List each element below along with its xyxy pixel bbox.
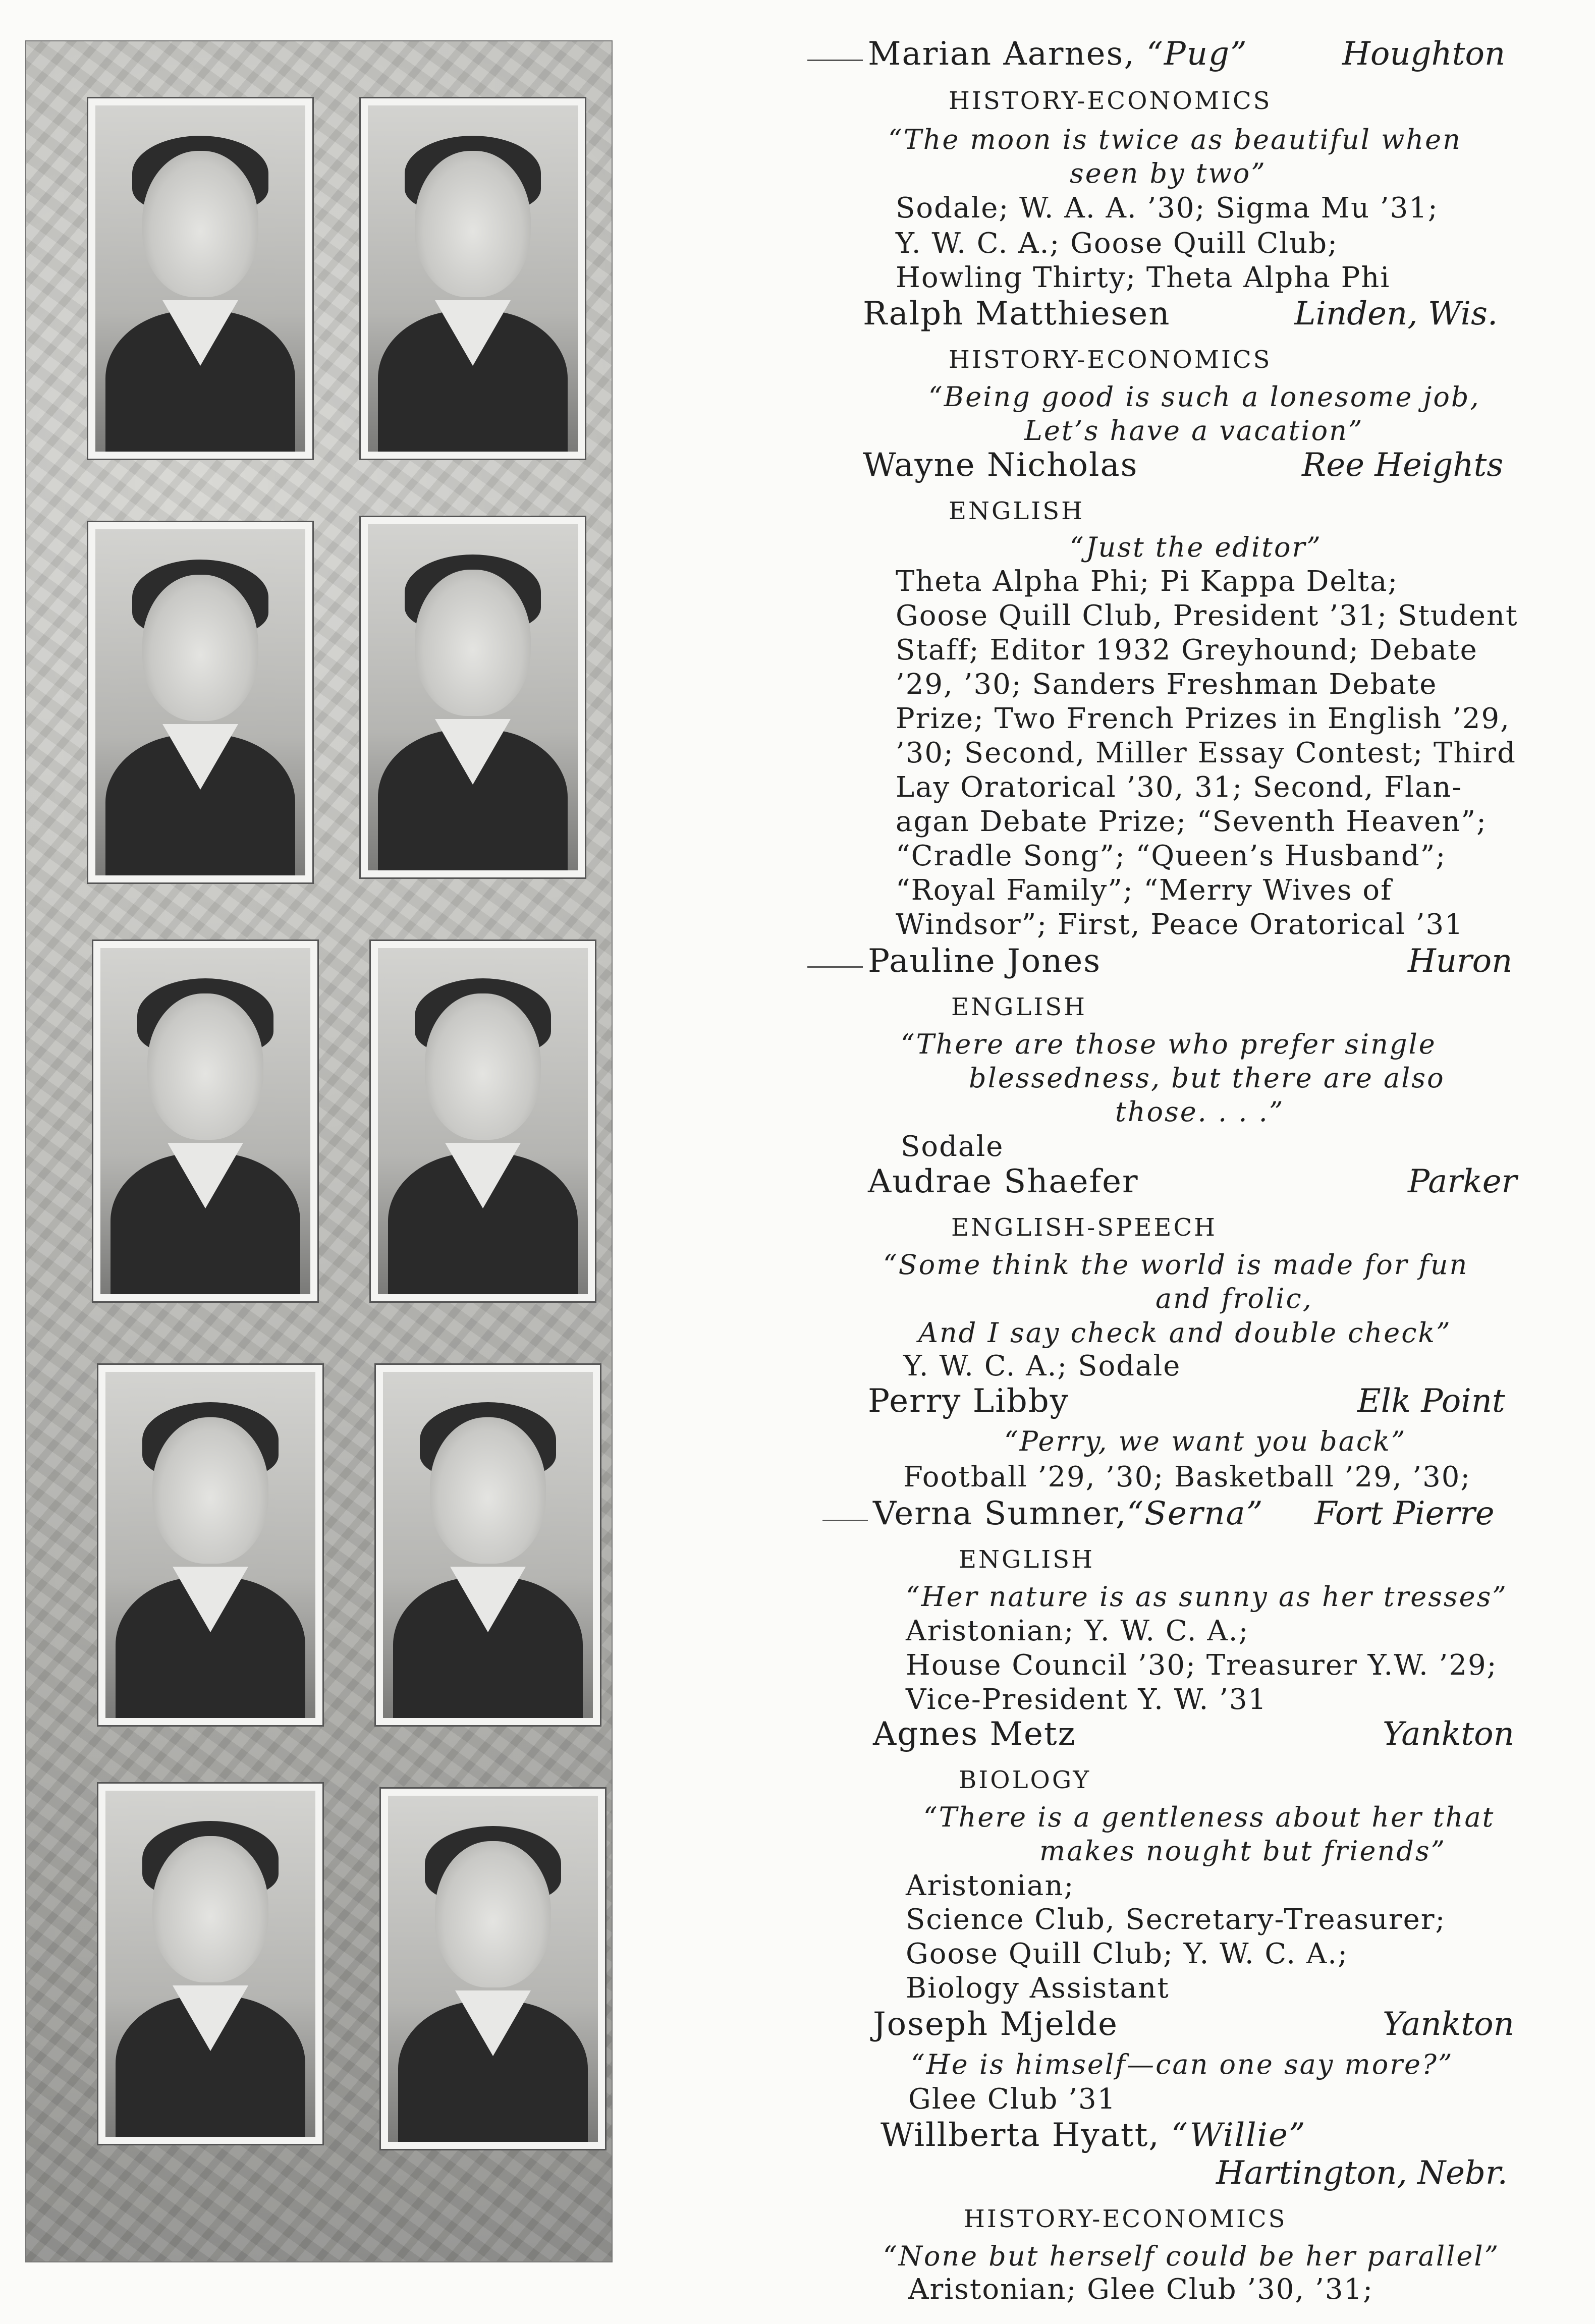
student-hometown: Hartington, Nebr.	[1216, 2154, 1508, 2192]
portrait-photo	[374, 1363, 601, 1727]
student-activities: Prize; Two French Prizes in English ’29,	[896, 702, 1510, 735]
student-activities: Howling Thirty; Theta Alpha Phi	[896, 261, 1391, 294]
student-quote: seen by two”	[1070, 157, 1267, 189]
portrait-photo	[97, 1363, 324, 1727]
student-quote: “The moon is twice as beautiful when	[888, 124, 1462, 155]
student-activities: ’29, ’30; Sanders Freshman Debate	[896, 668, 1438, 701]
photo-strip	[25, 40, 613, 2262]
student-name: Marian Aarnes, “Pug”	[868, 35, 1248, 73]
student-major: ENGLISH	[959, 1545, 1094, 1574]
student-activities: agan Debate Prize; “Seventh Heaven”;	[896, 805, 1487, 838]
student-quote: “Some think the world is made for fun	[883, 1249, 1469, 1281]
student-major: ENGLISH	[951, 993, 1087, 1021]
student-activities: Aristonian; Y. W. C. A.;	[906, 1615, 1249, 1647]
student-name: Perry Libby	[868, 1382, 1069, 1420]
student-hometown: Linden, Wis.	[1294, 295, 1498, 333]
student-quote: “Just the editor”	[1070, 531, 1322, 563]
student-activities: Goose Quill Club; Y. W. C. A.;	[906, 1938, 1348, 1970]
student-activities: “Royal Family”; “Merry Wives of	[896, 874, 1392, 907]
portrait-photo	[92, 939, 319, 1303]
student-hometown: Elk Point	[1357, 1382, 1505, 1420]
student-major: ENGLISH-SPEECH	[951, 1213, 1218, 1242]
student-activities: “Cradle Song”; “Queen’s Husband”;	[896, 840, 1447, 872]
student-name: Joseph Mjelde	[873, 2006, 1118, 2043]
student-quote: “He is himself—can one say more?”	[911, 2049, 1454, 2080]
student-activities: Theta Alpha Phi; Pi Kappa Delta;	[896, 565, 1399, 598]
student-quote: “Her nature is as sunny as her tresses”	[906, 1581, 1508, 1613]
student-quote: those. . . .”	[1115, 1096, 1285, 1128]
student-hometown: Houghton	[1342, 35, 1506, 73]
student-activities: Aristonian;	[906, 1869, 1075, 1902]
student-quote: “None but herself could be her parallel”	[883, 2240, 1500, 2272]
student-activities: Sodale; W. A. A. ’30; Sigma Mu ’31;	[896, 192, 1439, 225]
student-hometown: Huron	[1408, 943, 1513, 980]
student-activities: Y. W. C. A.; Goose Quill Club;	[896, 227, 1338, 260]
student-activities: House Council ’30; Treasurer Y.W. ’29;	[906, 1649, 1498, 1682]
student-activities: Sodale	[901, 1130, 1004, 1163]
student-hometown: Ree Heights	[1302, 447, 1504, 484]
portrait-photo	[97, 1782, 324, 2145]
student-hometown: Parker	[1408, 1163, 1517, 1200]
student-activities: ’30; Second, Miller Essay Contest; Third	[896, 737, 1516, 769]
student-major: HISTORY-ECONOMICS	[949, 87, 1272, 115]
student-activities: Aristonian; Glee Club ’30, ’31;	[908, 2273, 1373, 2306]
student-activities: Football ’29, ’30; Basketball ’29, ’30;	[903, 1461, 1471, 1493]
student-activities: Goose Quill Club, President ’31; Student	[896, 599, 1518, 632]
student-quote: And I say check and double check”	[918, 1317, 1452, 1349]
portrait-photo	[87, 521, 314, 884]
student-hometown: Yankton	[1383, 1716, 1514, 1753]
student-name: Pauline Jones	[868, 943, 1102, 980]
student-major: ENGLISH	[949, 497, 1084, 525]
student-hometown: Fort Pierre	[1314, 1495, 1495, 1532]
student-name: Ralph Matthiesen	[863, 295, 1171, 333]
student-nickname: “Pug”	[1146, 35, 1248, 73]
student-quote: “Being good is such a lonesome job,	[928, 381, 1480, 413]
student-name: Verna Sumner,“Serna”	[873, 1495, 1264, 1532]
student-name: Audrae Shaefer	[868, 1163, 1139, 1200]
student-quote: “Perry, we want you back”	[1004, 1425, 1407, 1457]
portrait-photo	[379, 1787, 607, 2150]
student-nickname: “Willie”	[1171, 2117, 1306, 2154]
student-activities: Biology Assistant	[906, 1972, 1170, 2005]
student-quote: and frolic,	[1156, 1283, 1313, 1314]
student-quote: “There are those who prefer single	[901, 1028, 1437, 1060]
student-major: HISTORY-ECONOMICS	[964, 2205, 1287, 2233]
student-hometown: Yankton	[1383, 2006, 1514, 2043]
student-name: Agnes Metz	[873, 1716, 1076, 1753]
student-activities: Lay Oratorical ’30, 31; Second, Flan-	[896, 771, 1463, 804]
student-nickname: “Serna”	[1127, 1495, 1264, 1532]
student-quote: blessedness, but there are also	[969, 1062, 1445, 1094]
student-activities: Science Club, Secretary-Treasurer;	[906, 1903, 1446, 1936]
student-activities: Y. W. C. A.; Sodale	[903, 1350, 1181, 1382]
portrait-photo	[87, 97, 314, 460]
student-quote: “There is a gentleness about her that	[923, 1801, 1495, 1833]
student-activities: Staff; Editor 1932 Greyhound; Debate	[896, 634, 1478, 667]
student-major: HISTORY-ECONOMICS	[949, 346, 1272, 374]
portrait-photo	[359, 97, 586, 460]
student-quote: Let’s have a vacation”	[1024, 415, 1364, 447]
student-activities: Vice-President Y. W. ’31	[906, 1683, 1268, 1716]
student-major: BIOLOGY	[959, 1766, 1091, 1794]
portrait-photo	[359, 516, 586, 879]
student-name: Willberta Hyatt, “Willie”	[881, 2117, 1306, 2154]
student-name: Wayne Nicholas	[863, 447, 1138, 484]
portrait-photo	[369, 939, 596, 1303]
student-activities: Glee Club ’31	[908, 2083, 1117, 2116]
student-quote: makes nought but friends”	[1039, 1835, 1447, 1867]
student-activities: Windsor”; First, Peace Oratorical ’31	[896, 908, 1464, 941]
